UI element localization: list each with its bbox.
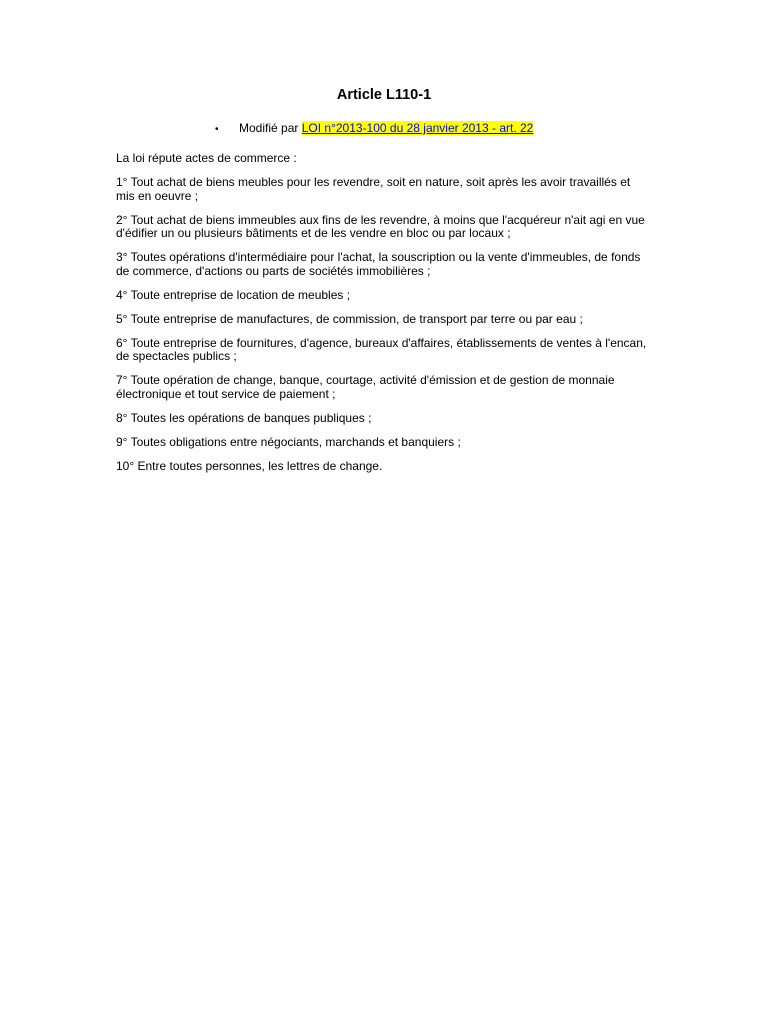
article-item-1: 1° Tout achat de biens meubles pour les revendre, soit en nature, soit après les avoir travaillés et mis en oeuvre ; — [116, 175, 631, 203]
article-item-4: 4° Toute entreprise de location de meubles ; — [116, 287, 351, 302]
article-item-10: 10° Entre toutes personnes, les lettres de change. — [116, 458, 383, 473]
article-item-9: 9° Toutes obligations entre négociants, marchands et banquiers ; — [116, 434, 461, 449]
modification-prefix: Modifié par — [239, 121, 299, 135]
bullet-icon: • — [215, 124, 219, 135]
article-item-8: 8° Toutes les opérations de banques publiques ; — [116, 410, 372, 425]
article-item-3: 3° Toutes opérations d'intermédiaire pour l'achat, la souscription ou la vente d'immeubles, de fonds de commerce, d'actions ou parts de sociétés immobilières ; — [116, 250, 641, 278]
article-title: Article L110-1 — [336, 87, 432, 103]
article-body — [116, 152, 652, 484]
article-item-2: 2° Tout achat de biens immeubles aux fins de les revendre, à moins que l'acquéreur n'ait agi en vue d'édifier un ou plusieurs bâtiments et de les vendre en bloc ou par locaux ; — [116, 212, 645, 240]
article-item-7: 7° Toute opération de change, banque, courtage, activité d'émission et de gestion de monnaie électronique et tout service de paiement ; — [116, 373, 615, 401]
article-item-5: 5° Toute entreprise de manufactures, de commission, de transport par terre ou par eau ; — [116, 311, 583, 326]
law-reference-link[interactable]: LOI n°2013-100 du 28 janvier 2013 - art. 22 — [301, 121, 534, 135]
article-item-6: 6° Toute entreprise de fournitures, d'agence, bureaux d'affaires, établissements de ventes à l'encan, de spectacles publics ; — [116, 335, 647, 363]
article-intro: La loi répute actes de commerce : — [116, 151, 297, 165]
modification-line — [215, 121, 533, 137]
